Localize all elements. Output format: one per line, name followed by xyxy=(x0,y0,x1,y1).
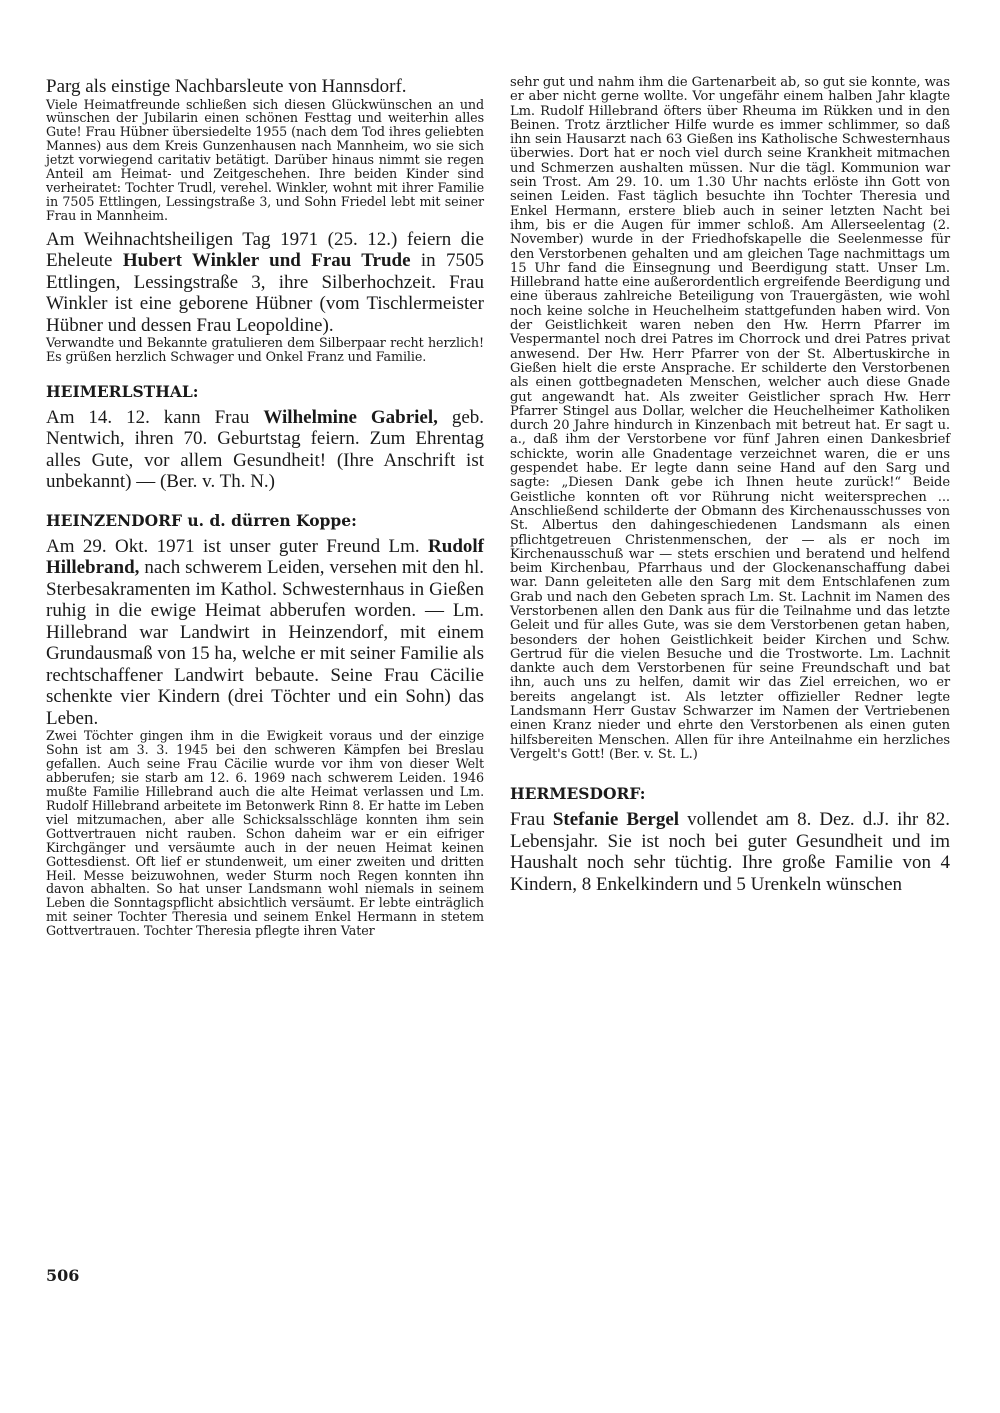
winkler-text-post: in 7505 Ettlingen, Lessingstraße 3, ihre Silberhochzeit. Frau Winkler ist eine geborene Hübner (vom Tischlermeister Hübner und dessen Frau Leopoldine). xyxy=(46,250,484,336)
hillebrand-paragraph xyxy=(46,536,484,730)
bergel-name: Stefanie Bergel xyxy=(552,809,680,831)
hillebrand-text-post: nach schwerem Leiden, versehen mit den hl. Sterbesakramenten im Kathol. Schwesternhaus in Gießen ruhig in die ewige Heimat abberufen worden. — Lm. Hillebrand war Landwirt in Heinzendorf, mit einem Grundausmaß von 15 ha, welche er mit seiner Familie als rechtschaffener Landwirt bebaute. Seine Frau Cäcilie schenkte vier Kindern (drei Töchter und ein Sohn) das Leben. xyxy=(46,557,484,729)
bergel-text-post: vollendet am 8. Dez. d.J. ihr 82. Lebensjahr. Sie ist noch bei guter Gesundheit und im Haushalt noch sehr tüchtig. Ihre große Familie von 4 Kindern, 8 Enkelkindern und 5 Urenkeln wünschen xyxy=(510,809,951,895)
bergel-text-pre: Frau xyxy=(510,809,553,831)
hillebrand-name: Rudolf Hillebrand, xyxy=(46,535,484,579)
hillebrand-text-pre: Am 29. Okt. 1971 ist unser guter Freund Lm. xyxy=(46,535,429,557)
right-column xyxy=(510,76,950,895)
winkler-paragraph xyxy=(46,229,484,337)
page-number: 506 xyxy=(46,1266,80,1285)
heinzendorf-heading: HEINZENDORF u. d. dürren Koppe: xyxy=(46,510,357,530)
gabriel-text-post: geb. Nentwich, ihren 70. Geburtstag feiern. Zum Ehrentag alles Gute, vor allem Gesundheit! (Ihre Anschrift ist unbekannt) — (Ber. v. Th. N.) xyxy=(46,406,485,493)
intro-small-paragraph: Viele Heimatfreunde schließen sich diesen Glückwünschen an und wünschen der Jubilarin einen schönen Festtag und weiterhin alles Gute! Frau Hübner übersiedelte 1955 (nach dem Tod ihres geliebten Mannes) aus dem Kreis Gunzenhausen nach Mannheim, wo sie sich jetzt vorwiegend caritativ betätigt. Darüber hinaus nimmt sie regen Anteil am Heimat- und Zeitgeschehen. Ihre beiden Kinder sind verheiratet: Tochter Trudl, verehel. Winkler, wohnt mit ihrer Familie in 7505 Ettlingen, Lessingstraße 3, und Sohn Friedel lebt mit seiner Frau in Mannheim. xyxy=(46,96,484,223)
bergel-paragraph xyxy=(510,809,950,895)
heimerlsthal-heading: HEIMERLSTHAL: xyxy=(46,381,199,401)
gabriel-paragraph xyxy=(46,407,484,493)
hermesdorf-heading: HERMESDORF: xyxy=(510,784,646,804)
continuation-paragraph: sehr gut und nahm ihm die Gartenarbeit ab, so gut sie konnte, was er aber nicht gerne wollte. Vor ungefähr einem halben Jahr klagte Lm. Rudolf Hillebrand öfters über Rheuma im Rükken und in den Beinen. Trotz ärztlicher Hilfe wurde es immer schlimmer, so daß ihn sein Hausarzt nach 63 Gießen ins Katholische Schwesternhaus überwies. Dort hat er noch viel durch seine Krankheit mitmachen und Schmerzen aushalten müssen. Nur die tägl. Kommunion war sein Trost. Am 29. 10. um 1.30 Uhr nachts erlöste ihn Gott von seinen Leiden. Fast täglich besuchte ihn Tochter Theresia und Enkel Hermann, erstere blieb auch in seiner letzten Nacht bei ihm, bis er die Augen für immer schloß. Am Allerseelentag (2. November) wurde in der Friedhofskapelle die Seelenmesse für den Verstorbenen gehalten und am gleichen Tage nachmittags um 15 Uhr fand die Einsegnung und Beerdigung statt. Unser Lm. Hillebrand hatte eine außerordentlich ergreifende Beerdigung und eine überaus zahlreiche Beteiligung von Trauergästen, wie wohl noch keine solche in Heuchelheim stattgefunden haben wird. Von der Geistlichkeit waren neben den Hw. Herrn Pfarrer im Vespermantel noch drei Patres im Chorrock und drei Patres privat anwesend. Der Hw. Herr Pfarrer von der St. Albertuskirche in Gießen hielt die erste Ansprache. Er schilderte den Verstorbenen als einen gottbegnadeten Menschen, welcher auch diese Gnade gut angewandt hat. Als zweiter Geistlicher sprach Hw. Herr Pfarrer Stingel aus Dollar, welcher die Heuchelheimer Katholiken durch 20 Jahre hindurch in Kinzenbach mit betreut hat. Er sagt u. a., daß ihm der Verstorbene vor fünf Jahren einen Dankesbrief schickte, worin alle Gnadentage verzeichnet waren, die er uns gespendet habe. Er legte dann seine Hand auf den Sarg und sagte: „Diesen Dank gebe ich Ihnen heute zurück!“ Beide Geistliche konnten oft vor Rührung nicht weitersprechen ... Anschließend schilderte der Obmann des Kirchenausschusses von St. Albertus den dahingeschiedenen Landsmann als einen pflichtgetreuen Christenmenschen, der — als er noch im Kirchenausschuß war — stets erschien und beratend und helfend beim Kirchenbau, Pfarrhaus und der Glockenanschaffung dabei war. Dann geleiteten alle den Sarg mit dem Entschlafenen zum Grab und nach den Gebeten sprach Lm. St. Lachnit im Namen des Verstorbenen allen den Dank aus für die Teilnahme und das letzte Geleit und für alles Gute, was sie dem Verstorbenen getan haben, besonders der hohen Geistlichkeit beider Kirchen und Schw. Gertrud für die vielen Besuche und die Trostworte. Lm. Lachnit dankte auch dem Verstorbenen für seine Freundschaft und bat ihn, auch uns zu helfen, damit wir das Ziel erreichen, wo er bereits angelangt ist. Als letzter offizieller Redner legte Landsmann Herr Gustav Schwarzer im Namen der Vertriebenen einen Kranz nieder und ehrte den Verstorbenen als einen guten hilfsbereiten Menschen. Allen für ihre Anteilnahme ein herzliches Vergelt's Gott! (Ber. v. St. L.) xyxy=(510,75,950,762)
gabriel-name: Wilhelmine Gabriel, xyxy=(263,406,438,428)
winkler-small-paragraph: Verwandte und Bekannte gratulieren dem Silberpaar recht herzlich! Es grüßen herzlich Schwager und Onkel Franz und Familie. xyxy=(46,335,484,365)
intro-paragraph: Parg als einstige Nachbarsleute von Hannsdorf. xyxy=(46,76,407,97)
winkler-text-pre: Am Weihnachtsheiligen Tag 1971 (25. 12.) feiern die Eheleute xyxy=(46,228,484,272)
left-column xyxy=(46,76,484,938)
winkler-names: Hubert Winkler und Frau Trude xyxy=(122,250,411,272)
hillebrand-small-paragraph: Zwei Töchter gingen ihm in die Ewigkeit voraus und der einzige Sohn ist am 3. 3. 1945 bei den schweren Kämpfen bei Breslau gefallen. Auch seine Frau Cäcilie wurde vor ihm von dieser Welt abberufen; sie starb am 12. 6. 1969 nach schwerem Leiden. 1946 mußte Familie Hillebrand auch die alte Heimat verlassen und Lm. Rudolf Hillebrand arbeitete im Betonwerk Rinn 8. Er hatte im Leben viel mitzumachen, aber alle Schicksalsschläge konnten ihm sein Gottvertrauen nicht rauben. Schon daheim war er ein eifriger Kirchgänger und versäumte auch in der neuen Heimat keinen Gottesdienst. Oft lief er stundenweit, um einer zweiten und dritten Heil. Messe beizuwohnen, weder Sturm noch Regen konnten ihn davon abhalten. So hat unser Landsmann wohl niemals in seinem Leben die Sonntagspflicht absichtlich versäumt. Er lebte einträglich mit seiner Tochter Theresia und seinem Enkel Hermann in stetem Gottvertrauen. Tochter Theresia pflegte ihren Vater xyxy=(46,728,484,939)
gabriel-text-pre: Am 14. 12. kann Frau xyxy=(46,406,264,428)
